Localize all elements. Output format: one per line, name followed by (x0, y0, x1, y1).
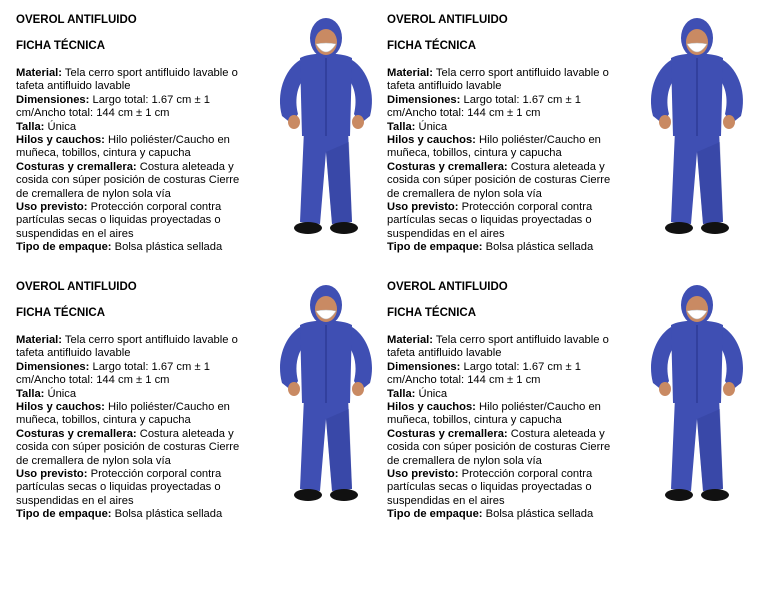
spec-label: Material: (16, 67, 63, 79)
datasheet-heading: FICHA TÉCNICA (387, 307, 477, 319)
spec-threads (387, 401, 625, 428)
spec-value: Protección corporal contra partículas secas o liquidas proyectadas o suspendidas en el aires (16, 201, 222, 240)
spec-size (16, 121, 254, 134)
spec-list (16, 67, 254, 255)
spec-dimensions (16, 361, 254, 388)
spec-label: Dimensiones: (387, 360, 461, 373)
datasheet-heading: FICHA TÉCNICA (16, 307, 106, 319)
spec-label: Dimensiones: (16, 93, 90, 106)
spec-label: Uso previsto: (387, 201, 459, 214)
spec-value: Protección corporal contra partículas secas o liquidas proyectadas o suspendidas en el aires (387, 468, 593, 507)
spec-seams (16, 161, 254, 201)
product-title: OVEROL ANTIFLUIDO (16, 14, 137, 26)
spec-label: Talla: (16, 120, 45, 133)
spec-size (16, 388, 254, 401)
spec-dimensions (16, 94, 254, 121)
spec-packaging (387, 241, 625, 254)
spec-label: Material: (387, 334, 434, 346)
spec-label: Talla: (387, 120, 416, 133)
spec-value: Única (47, 387, 77, 400)
datasheet-heading: FICHA TÉCNICA (387, 40, 477, 52)
spec-label: Hilos y cauchos: (387, 134, 476, 147)
coverall-photo (270, 12, 382, 244)
spec-label: Tipo de empaque: (387, 508, 483, 521)
spec-material (387, 334, 625, 361)
spec-label: Material: (387, 67, 434, 79)
datasheet-heading: FICHA TÉCNICA (16, 40, 106, 52)
product-title: OVEROL ANTIFLUIDO (387, 14, 508, 26)
spec-dimensions (387, 361, 625, 388)
spec-value: Costura aleteada y cosida con súper posición de costuras Cierre de cremallera de nylon sola vía (387, 160, 611, 200)
spec-value: Largo total: 1.67 cm ± 1 cm/Ancho total: 144 cm ± 1 cm (387, 93, 581, 120)
spec-value: Bolsa plástica sellada (485, 241, 594, 254)
spec-label: Hilos y cauchos: (16, 134, 105, 147)
spec-intended-use (16, 468, 254, 508)
product-title: OVEROL ANTIFLUIDO (387, 281, 508, 293)
spec-material (387, 67, 625, 94)
spec-label: Material: (16, 334, 63, 346)
spec-dimensions (387, 94, 625, 121)
spec-label: Hilos y cauchos: (16, 401, 105, 414)
spec-material (16, 67, 254, 94)
spec-size (387, 121, 625, 134)
product-card (16, 12, 386, 267)
spec-label: Costuras y cremallera: (16, 427, 137, 440)
spec-value: Costura aleteada y cosida con súper posición de costuras Cierre de cremallera de nylon sola vía (387, 427, 611, 467)
spec-value: Hilo poliéster/Caucho en muñeca, tobillos, cintura y capucha (16, 134, 230, 160)
spec-label: Talla: (16, 387, 45, 400)
spec-threads (16, 134, 254, 161)
spec-value: Bolsa plástica sellada (114, 241, 223, 254)
spec-value: Largo total: 1.67 cm ± 1 cm/Ancho total: 144 cm ± 1 cm (16, 93, 210, 120)
spec-label: Dimensiones: (387, 93, 461, 106)
spec-intended-use (387, 468, 625, 508)
spec-value: Única (418, 387, 448, 400)
spec-packaging (16, 241, 254, 254)
spec-value: Largo total: 1.67 cm ± 1 cm/Ancho total: 144 cm ± 1 cm (387, 360, 581, 387)
spec-label: Hilos y cauchos: (387, 401, 476, 414)
spec-value: Tela cerro sport antifluido lavable o tafeta antifluido lavable (16, 334, 238, 360)
spec-label: Tipo de empaque: (387, 241, 483, 254)
spec-value: Única (47, 120, 77, 133)
spec-value: Bolsa plástica sellada (114, 508, 223, 521)
spec-value: Protección corporal contra partículas secas o liquidas proyectadas o suspendidas en el aires (387, 201, 593, 240)
product-card (387, 12, 757, 267)
spec-value: Tela cerro sport antifluido lavable o tafeta antifluido lavable (16, 67, 238, 93)
spec-label: Tipo de empaque: (16, 241, 112, 254)
coverall-photo (270, 279, 382, 511)
spec-threads (387, 134, 625, 161)
spec-value: Largo total: 1.67 cm ± 1 cm/Ancho total: 144 cm ± 1 cm (16, 360, 210, 387)
spec-list (16, 334, 254, 522)
spec-label: Costuras y cremallera: (387, 160, 508, 173)
product-card (387, 279, 757, 534)
spec-intended-use (16, 201, 254, 241)
product-title: OVEROL ANTIFLUIDO (16, 281, 137, 293)
spec-value: Tela cerro sport antifluido lavable o tafeta antifluido lavable (387, 67, 609, 93)
coverall-photo (641, 279, 753, 511)
spec-list (387, 334, 625, 522)
spec-label: Talla: (387, 387, 416, 400)
spec-size (387, 388, 625, 401)
spec-value: Protección corporal contra partículas secas o liquidas proyectadas o suspendidas en el aires (16, 468, 222, 507)
spec-value: Costura aleteada y cosida con súper posición de costuras Cierre de cremallera de nylon sola vía (16, 427, 240, 467)
spec-threads (16, 401, 254, 428)
spec-label: Costuras y cremallera: (387, 427, 508, 440)
spec-value: Hilo poliéster/Caucho en muñeca, tobillos, cintura y capucha (387, 134, 601, 160)
spec-label: Costuras y cremallera: (16, 160, 137, 173)
product-card (16, 279, 386, 534)
spec-material (16, 334, 254, 361)
spec-seams (387, 428, 625, 468)
spec-label: Uso previsto: (387, 468, 459, 481)
spec-label: Dimensiones: (16, 360, 90, 373)
spec-value: Hilo poliéster/Caucho en muñeca, tobillos, cintura y capucha (387, 401, 601, 427)
spec-value: Tela cerro sport antifluido lavable o tafeta antifluido lavable (387, 334, 609, 360)
spec-seams (387, 161, 625, 201)
spec-list (387, 67, 625, 255)
coverall-photo (641, 12, 753, 244)
spec-seams (16, 428, 254, 468)
spec-label: Tipo de empaque: (16, 508, 112, 521)
spec-value: Bolsa plástica sellada (485, 508, 594, 521)
spec-intended-use (387, 201, 625, 241)
spec-label: Uso previsto: (16, 201, 88, 214)
spec-packaging (16, 508, 254, 521)
spec-value: Única (418, 120, 448, 133)
spec-label: Uso previsto: (16, 468, 88, 481)
spec-value: Hilo poliéster/Caucho en muñeca, tobillos, cintura y capucha (16, 401, 230, 427)
spec-packaging (387, 508, 625, 521)
spec-value: Costura aleteada y cosida con súper posición de costuras Cierre de cremallera de nylon sola vía (16, 160, 240, 200)
